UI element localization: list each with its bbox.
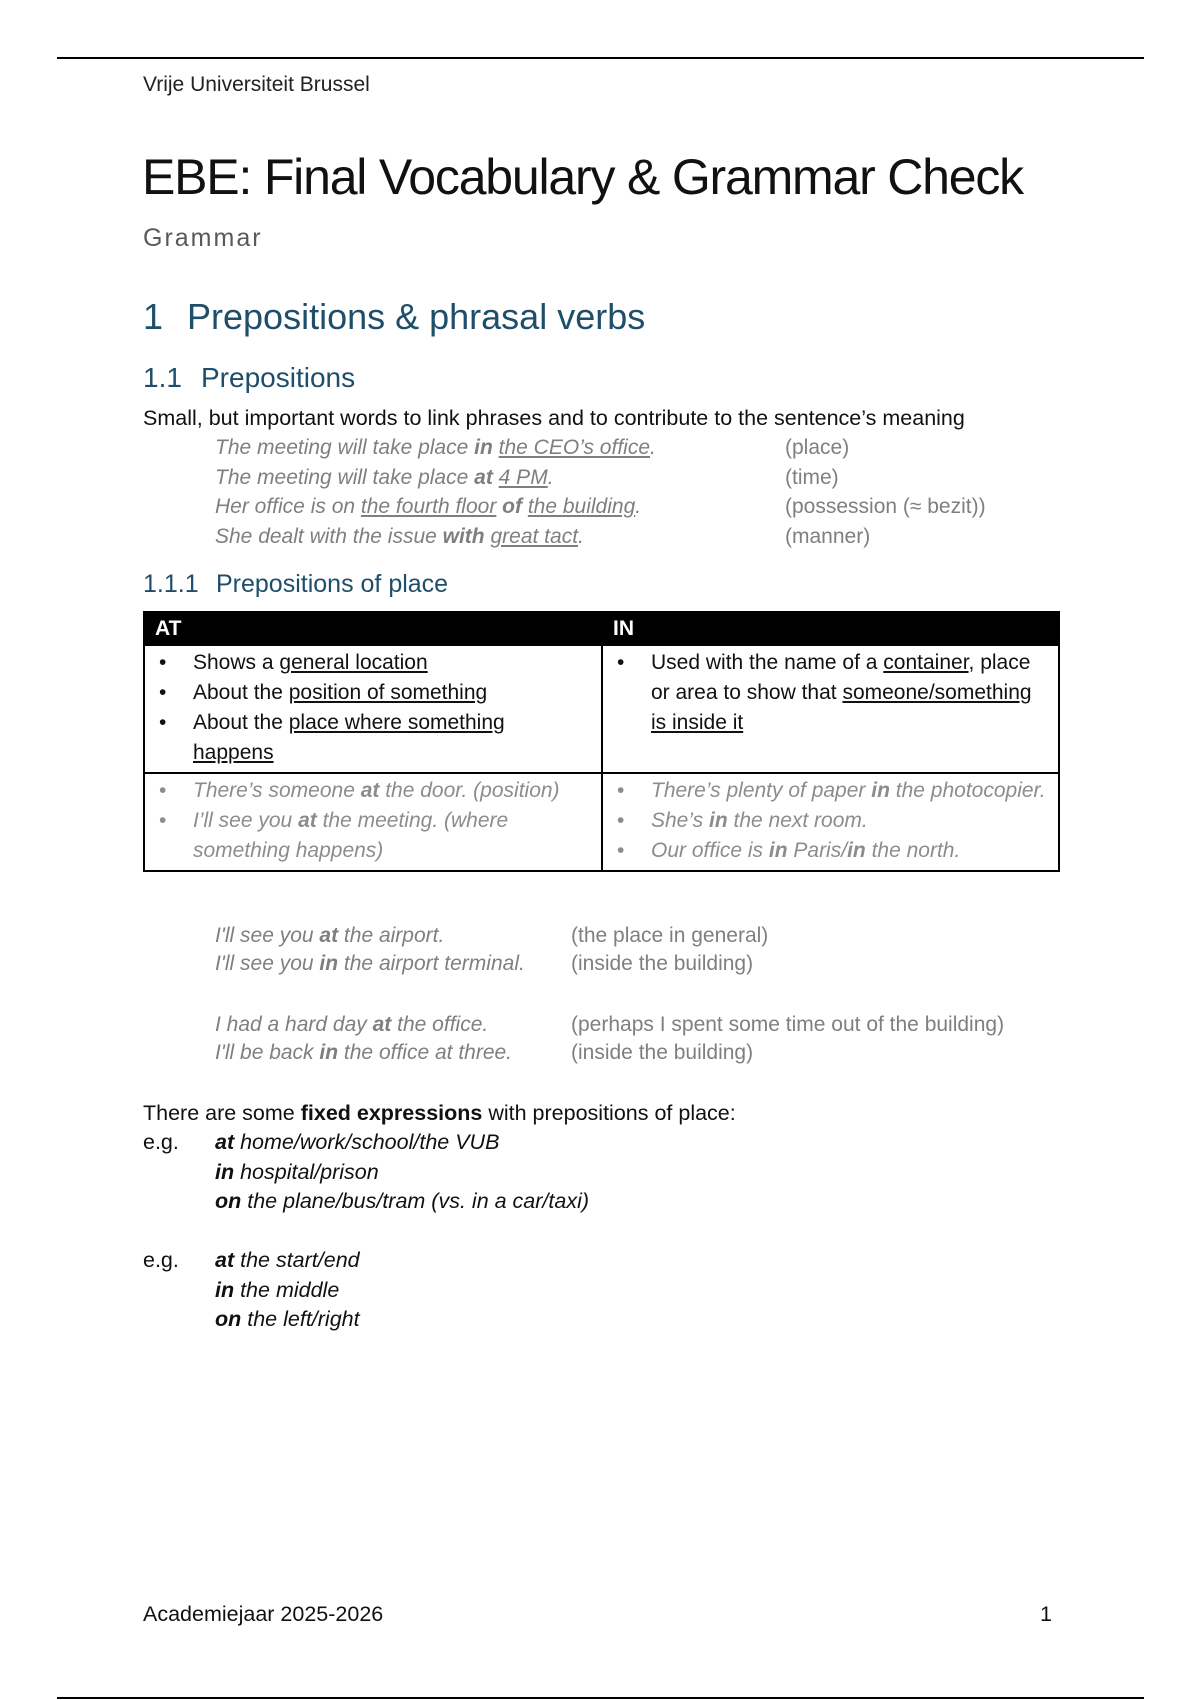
fixed-expressions-intro: There are some fixed expressions with prepositions of place:: [143, 1101, 736, 1125]
in-definitions-cell: [602, 645, 1059, 773]
contrast-label: (inside the building): [571, 952, 754, 975]
contrast-sentence: I had a hard day at the office.: [215, 1013, 489, 1036]
fixed-expression: at home/work/school/the VUB: [215, 1130, 500, 1154]
list-item: • She’s in the next room.: [651, 806, 1048, 836]
footer-rule: [57, 1697, 1144, 1699]
heading-number: 1: [143, 296, 164, 337]
heading-text: Prepositions of place: [216, 570, 449, 598]
heading-section-1-1-1: [143, 570, 448, 599]
list-item: • About the position of something: [193, 678, 591, 708]
fixed-expression: at the start/end: [215, 1248, 360, 1272]
list-item: • Used with the name of a container, place or area to show that someone/something is inside it: [651, 648, 1048, 738]
heading-section-1: [143, 296, 645, 338]
example-sentence: Her office is on the fourth floor of the building.: [215, 495, 642, 518]
contrast-label: (inside the building): [571, 1041, 754, 1064]
at-examples-cell: [144, 773, 602, 871]
eg-label: e.g.: [143, 1130, 179, 1154]
fixed-expression: in the middle: [215, 1278, 340, 1302]
contrast-sentence: I'll see you in the airport terminal.: [215, 952, 525, 975]
table-header-row: [144, 612, 1059, 645]
at-definitions-cell: [144, 645, 602, 773]
header-rule: [57, 57, 1144, 59]
page-subtitle: Grammar: [143, 224, 263, 252]
example-label: (place): [785, 436, 850, 459]
list-item: • There’s someone at the door. (position): [193, 776, 591, 806]
table-row-examples: [144, 773, 1059, 871]
prepositions-table: [143, 611, 1060, 872]
fixed-expression: on the left/right: [215, 1307, 360, 1331]
in-examples-cell: [602, 773, 1059, 871]
example-label: (manner): [785, 525, 871, 548]
list-item: • There’s plenty of paper in the photocopier.: [651, 776, 1048, 806]
example-sentence: She dealt with the issue with great tact.: [215, 525, 584, 548]
example-label: (possession (≈ bezit)): [785, 495, 986, 518]
example-sentence: The meeting will take place at 4 PM.: [215, 466, 554, 489]
list-item: • About the place where something happens: [193, 708, 591, 768]
list-item: • Our office is in Paris/in the north.: [651, 836, 1048, 866]
table-header-at: AT: [144, 612, 602, 645]
intro-paragraph: Small, but important words to link phrases and to contribute to the sentence’s meaning: [143, 406, 965, 430]
fixed-expression: in hospital/prison: [215, 1160, 379, 1184]
heading-number: 1.1: [143, 362, 182, 393]
footer-academic-year: Academiejaar 2025-2026: [143, 1602, 384, 1626]
contrast-sentence: I'll see you at the airport.: [215, 924, 445, 947]
list-item: • Shows a general location: [193, 648, 591, 678]
contrast-sentence: I'll be back in the office at three.: [215, 1041, 513, 1064]
page-title: EBE: Final Vocabulary & Grammar Check: [142, 149, 1023, 205]
table-row-definitions: [144, 645, 1059, 773]
example-label: (time): [785, 466, 839, 489]
header-organization: Vrije Universiteit Brussel: [143, 73, 370, 96]
table-header-in: IN: [602, 612, 1059, 645]
fixed-expression: on the plane/bus/tram (vs. in a car/taxi): [215, 1189, 590, 1213]
eg-label: e.g.: [143, 1248, 179, 1272]
list-item: • I’ll see you at the meeting. (where something happens): [193, 806, 591, 866]
contrast-label: (perhaps I spent some time out of the building): [571, 1013, 1005, 1036]
heading-text: Prepositions & phrasal verbs: [187, 296, 646, 337]
heading-section-1-1: [143, 362, 355, 394]
example-sentence: The meeting will take place in the CEO’s office.: [215, 436, 656, 459]
contrast-label: (the place in general): [571, 924, 769, 947]
heading-text: Prepositions: [201, 362, 356, 393]
heading-number: 1.1.1: [143, 570, 199, 598]
footer-page-number: 1: [1040, 1602, 1052, 1626]
